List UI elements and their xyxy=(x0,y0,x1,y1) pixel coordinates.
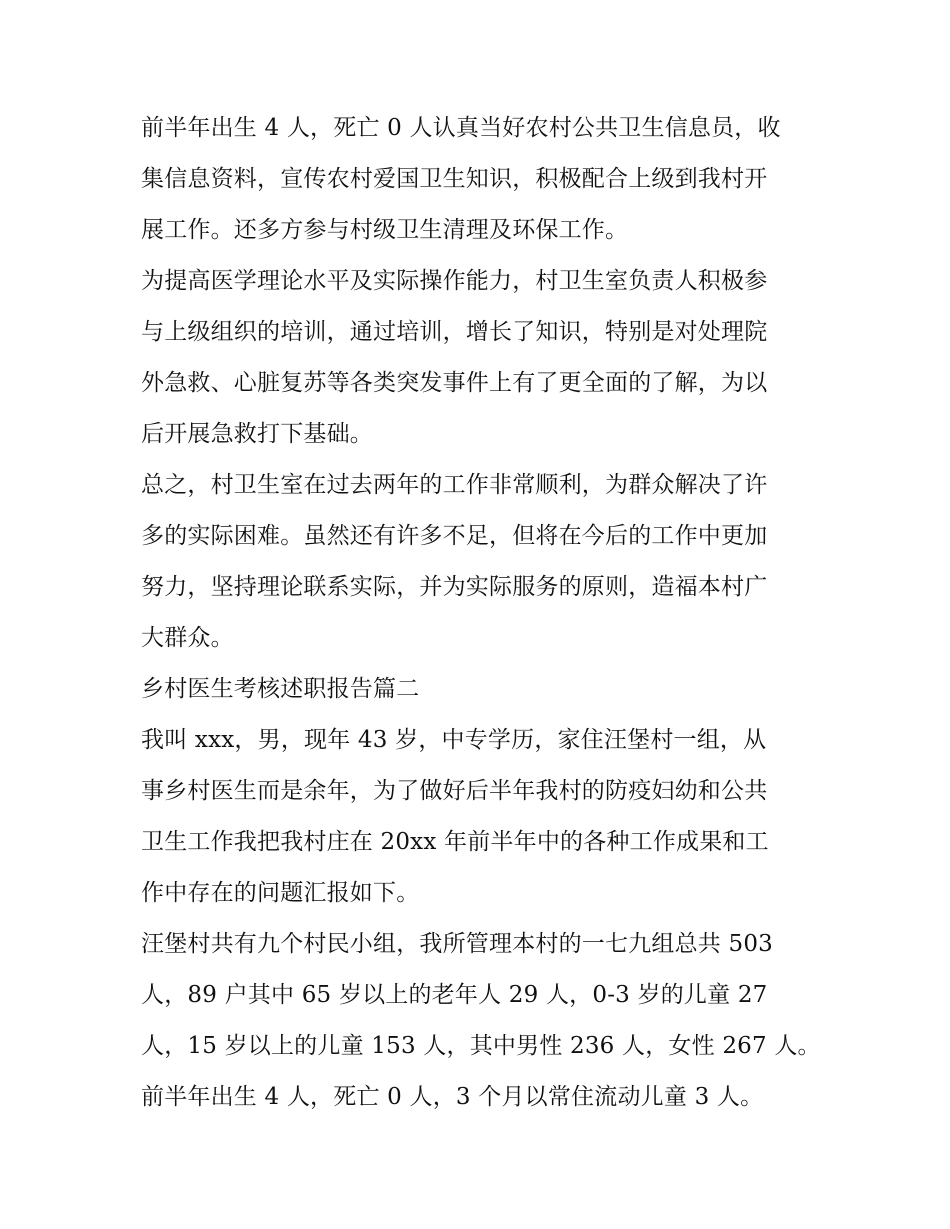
text-line: 前半年出生 4 人，死亡 0 人认真当好农村公共卫生信息员，收 xyxy=(141,115,781,141)
text-line: 汪堡村共有九个村民小组，我所管理本村的一七九组总共 503 xyxy=(141,931,774,957)
text-line: 多的实际困难。虽然还有许多不足，但将在今后的工作中更加 xyxy=(141,523,768,549)
text-line: 总之，村卫生室在过去两年的工作非常顺利，为群众解决了许 xyxy=(141,472,768,498)
text-line: 外急救、心脏复苏等各类突发事件上有了更全面的了解，为以 xyxy=(141,370,768,396)
text-line: 展工作。还多方参与村级卫生清理及环保工作。 xyxy=(141,217,629,243)
text-line: 前半年出生 4 人，死亡 0 人，3 个月以常住流动儿童 3 人。 xyxy=(141,1084,764,1110)
section-heading: 乡村医生考核述职报告篇二 xyxy=(141,676,420,702)
text-line: 后开展急救打下基础。 xyxy=(141,421,373,447)
text-line: 事乡村医生而是余年，为了做好后半年我村的防疫妇幼和公共 xyxy=(141,778,768,804)
text-line: 人，89 户其中 65 岁以上的老年人 29 人，0-3 岁的儿童 27 xyxy=(141,982,768,1008)
text-line: 卫生工作我把我村庄在 20xx 年前半年中的各种工作成果和工 xyxy=(141,829,769,855)
text-line: 为提高医学理论水平及实际操作能力，村卫生室负责人积极参 xyxy=(141,268,768,294)
text-line: 作中存在的问题汇报如下。 xyxy=(141,880,420,906)
text-line: 集信息资料，宣传农村爱国卫生知识，积极配合上级到我村开 xyxy=(141,166,768,192)
text-line: 人，15 岁以上的儿童 153 人，其中男性 236 人，女性 267 人。 xyxy=(141,1033,821,1059)
text-line: 与上级组织的培训，通过培训，增长了知识，特别是对处理院 xyxy=(141,319,768,345)
text-line: 大群众。 xyxy=(141,625,234,651)
text-line: 努力，坚持理论联系实际，并为实际服务的原则，造福本村广 xyxy=(141,574,768,600)
text-line: 我叫 xxx，男，现年 43 岁，中专学历，家住汪堡村一组，从 xyxy=(141,727,767,753)
